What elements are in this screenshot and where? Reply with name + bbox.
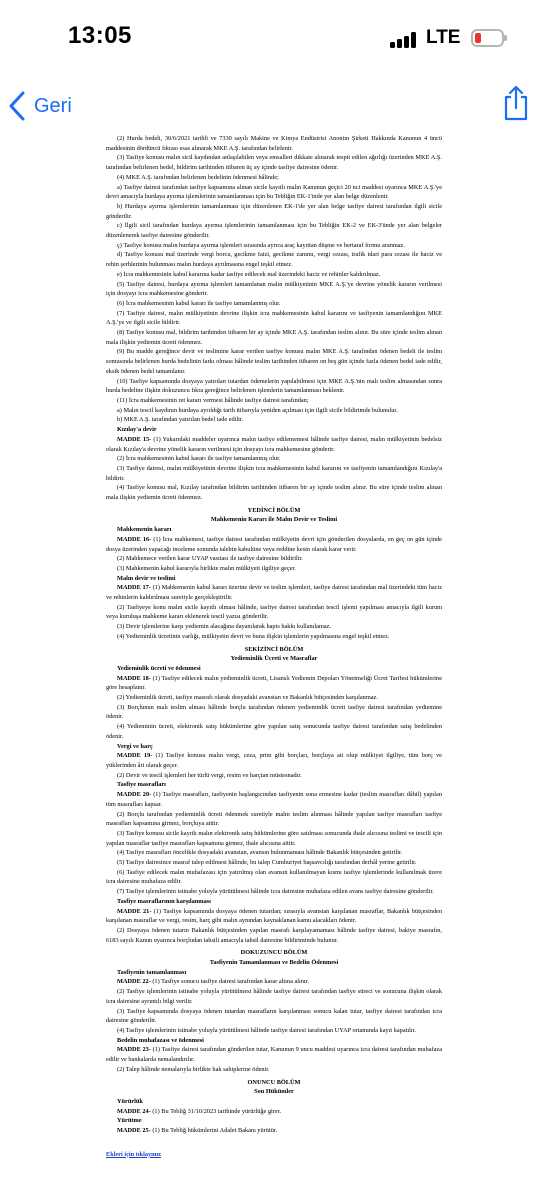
paragraph: (3) Tasfiye kapsamında dosyaya ödenen tutardan masrafların karşılanması sonucu kalan tutar, tasfiye dairesi tarafından icra dairesine gönderilir. [106, 1007, 442, 1025]
paragraph [106, 977, 442, 987]
paragraph: (4) Yedieminin ücreti, elektronik satış hükümlerine göre yapılan satış sonucunda tasfiye dairesi tarafından satış bedelinden ödenir. [106, 723, 442, 740]
paragraph: (3) Tasfiye dairesi, malın mülkiyetinin devrine ilişkin icra mahkemesinin kabul kararını ve tasfiyenin tamamlandığını Kızılay'a bildirir. [106, 464, 442, 482]
paragraph: ç) Tasfiye konusu malın hurdaya ayırma işlemleri sırasında ayrıca araç kayıttan düşme ve bertaraf formu aranmaz. [117, 241, 405, 249]
status-bar [0, 0, 553, 78]
article-text: (1) Mahkemenin kabul kararı üzerine devir ve teslim işlemleri, tasfiye dairesi tarafından mal üzerindeki tüm haciz ve rehinlerin kaldırılması suretiyle gerçekleştirilir. [106, 584, 442, 602]
paragraph [106, 790, 442, 809]
paragraph [106, 535, 442, 554]
article-heading: Tasfiye masraflarının karşılanması [117, 897, 211, 905]
section-subtitle: Son Hükümler [254, 1088, 294, 1096]
section-subtitle: Mahkemenin Kararı ile Malın Devir ve Teslimi [210, 516, 338, 524]
paragraph: d) Tasfiye konusu mal üzerinde vergi borcu, gecikme faizi, gecikme zammı, vergi cezası, trafik idari para cezası ile haciz ve rehin şerhlerinin bulunması malın hurdaya ayrılmasına engel teşkil etmez. [106, 251, 442, 269]
paragraph [106, 907, 442, 926]
article-number: MADDE 17- [117, 584, 151, 592]
paragraph: (2) Borçlu tarafından yedieminlik ücreti ödenmek suretiyle malın teslim alınması hâlinde yapılan tasfiye masrafları tasfiye masrafları kapsamına girmez, borçluya aittir. [106, 810, 442, 828]
paragraph: (4) Tasfiye masrafları öncelikle dosyadaki avanstan, avansın bulunmaması hâlinde Bakanlık bütçesinden getirilir. [117, 849, 403, 857]
paragraph: (5) Tasfiye dairesince masraf talep edilmesi hâlinde, bu talep Cumhuriyet başsavcılığı tarafından derhâl yerine getirilir. [117, 859, 417, 867]
article-text: (1) Bu Tebliğ 31/10/2023 tarihinde yürürlüğe girer. [150, 1107, 282, 1115]
paragraph: (11) İcra mahkemesinin ret kararı vermesi hâlinde tasfiye dairesi tarafından; [117, 396, 309, 404]
network-type: LTE [426, 27, 461, 48]
paragraph: (3) Tasfiye konusu sicile kayıtlı malın elektronik satış hükümlerine göre satılması sonucunda ihale alıcısına teslimi ve tescili için yapılan masraflar tasfiye masrafları kapsamına girmez, ihale alıcısına aittir. [106, 829, 442, 847]
section-title: ONUNCU BÖLÜM [247, 1078, 301, 1086]
paragraph: b) Hurdaya ayırma işlemlerinin tamamlanması için düzenlenen EK-1'de yer alan belge tasfiye dairesi tarafından ilgili sicile gönderilir. [106, 202, 442, 220]
back-button[interactable] [8, 88, 72, 124]
article-number: MADDE 19- [117, 752, 153, 760]
article-text: (1) Tasfiye masrafları, tasfiyenin başlangıcından tasfiyenin sona ermesine kadar (teslim masrafları dâhil) yapılan tüm masrafları kapsar. [106, 791, 442, 808]
paragraph: (5) Tasfiye dairesi, hurdaya ayırma işlemleri tamamlanan malın mülkiyetinin MKE A.Ş.'ye devrine yönelik kararın verilmesi için dosyayı icra mahkemesine gönderir. [106, 280, 442, 298]
section-subtitle: Yedieminlik Ücreti ve Masraflar [230, 655, 318, 663]
article-heading: Vergi ve harç [117, 742, 153, 750]
article-text: (1) Yukarıdaki maddeler uyarınca malın tasfiye edilememesi hâlinde tasfiye dairesi, malın mülkiyetinin bedelsiz olarak Kızılay'a devrine yönelik kararın verilmesi için dosyayı icra mahkemesine gönderir. [106, 435, 442, 453]
paragraph: (10) Tasfiye kapsamında dosyaya yatırılan tutardan ödemelerin yapılabilmesi için MKE A.Ş.'nin malı teslim almasından sonra hurda bedeline ilişkin dokuzuncu fıkra gereğince belirlenen işlemlerin tamamlanması beklenir. [106, 377, 442, 395]
paragraph: (3) Mahkemenin kabul kararıyla birlikte malın mülkiyeti ilgiliye geçer. [117, 564, 296, 572]
attachments-row [106, 1136, 442, 1160]
paragraph: (7) Tasfiye işlemlerinin istinabe yoluyla yürütülmesi hâlinde icra dairesine muhafaza edilen avans tasfiye dairesine gönderilir. [117, 888, 434, 896]
section-subtitle: Tasfiyenin Tamamlanması ve Bedelin Ödenmesi [209, 959, 339, 967]
paragraph: (4) Yedieminlik ücretinin varlığı, mülkiyetin devri ve buna ilişkin işlemlerin yapılmasına engel teşkil etmez. [117, 632, 390, 640]
paragraph: (2) Tasfiyeye konu malın sicile kayıtlı olması hâlinde, tasfiye dairesi tarafından tescil işlemi yapılması amacıyla ilgili kurum veya kuruluşa mahkeme kararı eklenerek tescil yazısı gönderilir. [106, 603, 442, 621]
paragraph: (7) Tasfiye dairesi, malın mülkiyetinin devrine ilişkin icra mahkemesinin kabul kararını ve tasfiyenin tamamlandığını MKE A.Ş.'ye ve ilgili sicile bildirir. [106, 309, 442, 327]
article-text: (1) Tasfiye kapsamında dosyaya ödenen tutardan; sırasıyla avanstan karşılanan masraflar, Bakanlık bütçesinden karşılanan masraflar ve vergi, resim, harç gibi malın aynından kaynaklanan kamu alacakları ödenir. [106, 907, 442, 925]
paragraph: e) İcra mahkemesinin kabul kararına kadar tasfiye edilecek mal üzerindeki haciz ve rehinler kaldırılmaz. [117, 270, 381, 278]
article-heading: Malın devir ve teslimi [117, 574, 176, 582]
article-heading: Kızılay'a devir [117, 426, 157, 434]
paragraph: (3) Devir işlemlerine karşı yediemin alacağına dayanılarak hapis hakkı kullanılamaz. [117, 623, 332, 631]
attachments-link[interactable]: Ekleri için tıklayınız [106, 1150, 161, 1158]
paragraph [106, 583, 442, 602]
article-text: (1) Tasfiye edilecek malın yedieminlik ücreti, Lisanslı Yediemin Depoları Yönetmeliği Ücret Tarifesi hükümlerine göre hesaplanır. [106, 674, 442, 692]
share-icon[interactable] [502, 84, 530, 122]
paragraph [106, 751, 442, 770]
back-label: Geri [34, 94, 72, 117]
paragraph: (2) Dosyaya ödenen tutarın Bakanlık bütçesinden yapılan masrafı karşılayamaması hâlinde tasfiye dairesi, bakiye masrafın, 6183 sayılı Kanun uyarınca borçludan tahsili amacıyla tahsil dairesine bildiriminde bulunur. [106, 926, 442, 944]
paragraph [106, 1107, 442, 1117]
article-number: MADDE 18- [117, 674, 151, 682]
paragraph: b) MKE A.Ş. tarafından yatırılan bedel iade edilir. [117, 416, 244, 424]
paragraph: (6) Tasfiye edilecek malın muhafazası için yatırılmış olan avansın kullanılmayan kısmı tasfiye işlemlerinde kullanılmak üzere icra dairesine muhafaza edilir. [106, 868, 442, 886]
article-text: (1) Tasfiye konusu malın vergi, ceza, prim gibi borçları, borçluya ait olup mülkiyet ilgiliye, tüm borç ve yüklerinden âri olarak geçer. [106, 752, 442, 769]
article-heading: Tasfiyenin tamamlanması [117, 968, 187, 976]
chevron-left-icon [8, 91, 26, 121]
clock: 13:05 [68, 22, 132, 49]
paragraph [106, 674, 442, 693]
paragraph: (9) Bu madde gereğince devir ve teslimine karar verilen tasfiye konusu malın MKE A.Ş. tarafından ödenen bedeli ile teslim sonrasında belirlenen hurda bedelinin farkı olması hâlinde teslim tarihinden itibaren on beş gün içinde fazla ödenen bedel iade edilir, eksik ödenen bedel tamamlanır. [106, 348, 442, 375]
article-text: (1) İcra mahkemesi, tasfiye dairesi tarafından mülkiyetin devri için gönderilen dosyalarda, en geç on gün içinde dosya üzerinden yapacağı inceleme sonunda talebin kabulüne veya reddine kesin olarak karar verir. [106, 535, 442, 553]
paragraph: (4) Tasfiye konusu mal, Kızılay tarafından bildirim tarihinden itibaren bir ay içinde teslim alınır. Bu süre içinde teslim alınan mala ilişkin yediemin ücreti ödenmez. [106, 484, 442, 502]
paragraph: (2) Tasfiye işlemlerinin istinabe yoluyla yürütülmesi hâlinde tasfiye dairesi tarafından tasfiye süreci ve sonucuna ilişkin olarak icra dairesine ayrıntılı bilgi verilir. [106, 988, 442, 1005]
paragraph: (4) Tasfiye işlemlerinin istinabe yoluyla yürütülmesi hâlinde tasfiye dairesi tarafından UYAP ortamında kayıt kapatılır. [117, 1026, 416, 1034]
paragraph: (3) Borçlunun malı teslim alması hâlinde borçlu tarafından ödenen yedieminlik ücreti tasfiye dairesi tarafından yediemine ödenir. [106, 703, 442, 721]
paragraph: (2) Hurda bedeli, 30/6/2021 tarihli ve 7330 sayılı Makine ve Kimya Endüstrisi Anonim Şirketi Hakkında Kanunun 4 üncü maddesinin dördüncü fıkrası esas alınarak MKE A.Ş. tarafından belirlenir. [106, 135, 442, 152]
section-title: SEKİZİNCİ BÖLÜM [244, 645, 304, 653]
paragraph [106, 1126, 442, 1136]
paragraph: a) Malın tescil kaydının hurdaya ayrıldığı tarih itibarıyla yeniden açılması için ilgili sicile bildirimde bulunulur. [117, 406, 398, 414]
article-number: MADDE 20- [117, 791, 152, 799]
article-number: MADDE 25- [117, 1127, 151, 1135]
document-page [106, 134, 442, 1174]
article-heading: Tasfiye masrafları [117, 781, 166, 789]
paragraph: c) İlgili sicil tarafından hurdaya ayırma işlemlerinin tamamlanması için bu Tebliğin EK-2 ve EK-3'ünde yer alan belgeler düzenlenerek tasfiye dairesine gönderilir. [106, 222, 442, 240]
navigation-bar [0, 78, 553, 136]
paragraph: (2) Devir ve tescil işlemleri her türlü vergi, resim ve harçtan müstesnadır. [117, 771, 302, 779]
paragraph: (2) İcra mahkemesinin kabul kararı ile tasfiye tamamlanmış olur. [117, 455, 281, 463]
article-heading: Yedieminlik ücreti ve ödenmesi [117, 664, 201, 672]
paragraph: (4) MKE A.Ş. tarafından belirlenen bedelinin ödenmesi hâlinde; [117, 173, 279, 181]
section-title: YEDİNCİ BÖLÜM [247, 506, 301, 514]
article-heading: Mahkemenin kararı [117, 526, 172, 534]
paragraph: (8) Tasfiye konusu mal, bildirim tarihinden itibaren bir ay içinde MKE A.Ş. tarafından teslim alınır. Bu süre içinde teslim alınan mala ilişkin yediemin ücreti ödenmez. [106, 329, 442, 346]
paragraph: (2) Yedieminlik ücreti, tasfiye masrafı olarak dosyadaki avanstan ve Bakanlık bütçesinden karşılanmaz. [117, 694, 378, 702]
article-text: (1) Tasfiye dairesi tarafından gönderilen tutar, Kanunun 9 uncu maddesi uyarınca icra dairesi tarafından muhafaza edilir ve bankalarda nemalandırılır. [106, 1046, 442, 1064]
paragraph [106, 435, 442, 454]
article-number: MADDE 24- [117, 1107, 151, 1115]
article-number: MADDE 15- [117, 435, 152, 443]
paragraph: a) Tasfiye dairesi tarafından tasfiye kapsamına alınan sicile kayıtlı malın Kanunun geçici 20 nci maddesi uyarınca MKE A.Ş.'ye devri amacıyla hurdaya ayırma işlemlerinin tamamlanması için bu Tebliğin EK-1'inde yer alan belge düzenlenir. [106, 183, 442, 201]
article-number: MADDE 21- [117, 907, 152, 915]
paragraph: (3) Tasfiye konusu malın sicil kaydından anlaşılabilen veya emsalleri dikkate alınarak tespit edilen ağırlığı üzerinden MKE A.Ş. tarafından belirlenen bedel, bildirim tarihinden itibaren üç ay içinde tasfiye dairesine ödenir. [106, 154, 442, 172]
paragraph: (2) Talep hâlinde nemalarıyla birlikte hak sahiplerine ödenir. [117, 1065, 270, 1073]
article-heading: Yürürlük [117, 1097, 143, 1105]
paragraph: (2) Mahkemece verilen karar UYAP vasıtası ile tasfiye dairesine bildirilir. [117, 555, 303, 563]
article-text: (1) Tasfiye sonucu tasfiye dairesi tarafından karar altına alınır. [150, 978, 309, 986]
article-number: MADDE 22- [117, 978, 151, 986]
battery-icon [471, 29, 504, 47]
article-number: MADDE 16- [117, 535, 152, 543]
article-text: (1) Bu Tebliğ hükümlerini Adalet Bakanı yürütür. [150, 1127, 278, 1135]
section-title: DOKUZUNCU BÖLÜM [240, 949, 308, 957]
article-heading: Bedelin muhafazası ve ödenmesi [117, 1036, 204, 1044]
article-heading: Yürütme [117, 1117, 142, 1125]
paragraph [106, 1045, 442, 1064]
cellular-signal-icon [390, 32, 416, 48]
article-number: MADDE 23- [117, 1046, 151, 1054]
paragraph: (6) İcra mahkemesinin kabul kararı ile tasfiye tamamlanmış olur. [117, 299, 281, 307]
battery-level [475, 33, 481, 43]
